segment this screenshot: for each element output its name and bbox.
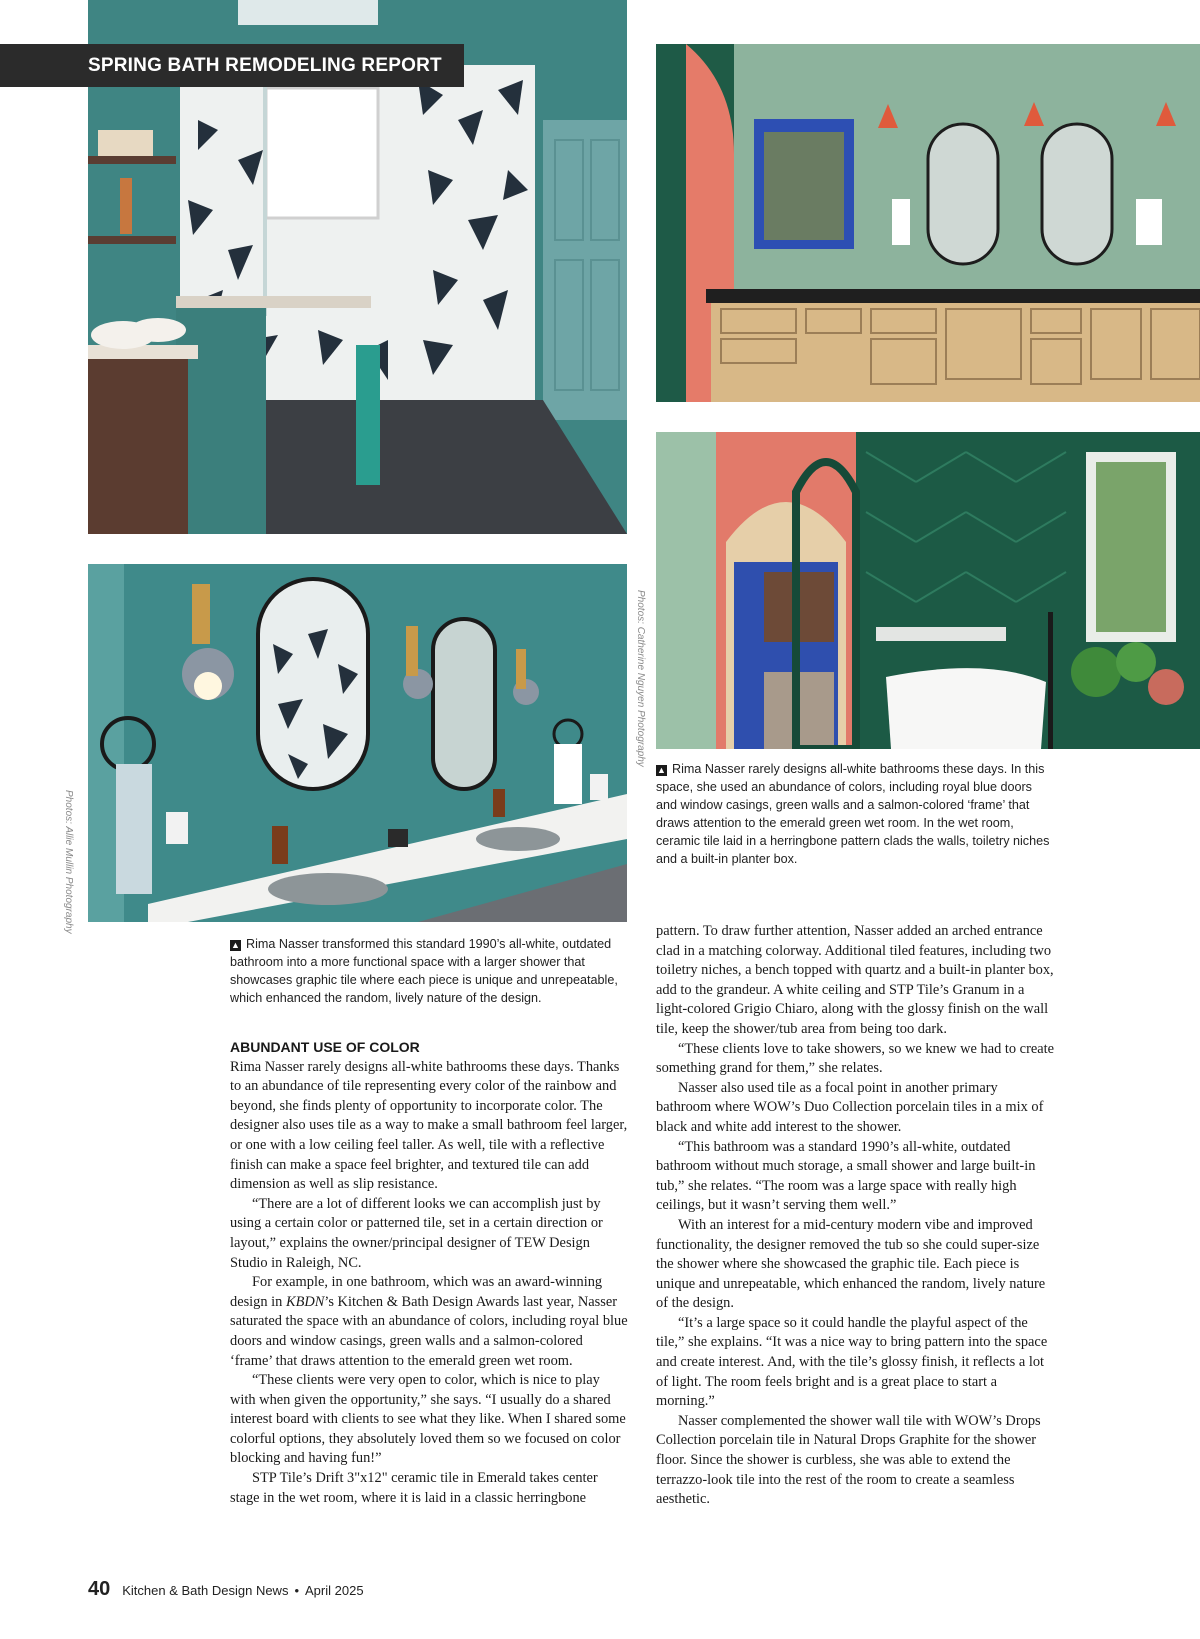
article-paragraph: Nasser complemented the shower wall tile with WOW’s Drops Collection porcelain tile in Natural Drops Graphite for the shower floor. Since the shower is curbless, she was able to extend the terrazzo-look tile into the rest of the room to create a seamless aesthetic. bbox=[656, 1412, 1041, 1508]
article-paragraph: “These clients were very open to color, which is nice to play with when given the opportunity,” she says. “I usually do a shared interest board with clients to see what they like. When I shared some colorful options, they absolutely loved them so we focused on color blocking and having fun!” bbox=[230, 1372, 626, 1467]
caption-left-text: Rima Nasser transformed this standard 1990’s all-white, outdated bathroom into a more functional space with a larger shower that showcases graphic tile where each piece is unique and unrepeatable, which enhanced the random, lively nature of the design. bbox=[230, 937, 618, 1005]
footer-separator: • bbox=[294, 1583, 300, 1598]
article-paragraph: “These clients love to take showers, so we knew we had to create something grand for them,” she relates. bbox=[656, 1040, 1055, 1077]
caption-arrow-icon: ▲ bbox=[231, 940, 240, 950]
publication-name: Kitchen & Bath Design News bbox=[122, 1583, 289, 1598]
section-banner bbox=[0, 44, 464, 87]
article-paragraph: STP Tile’s Drift 3"x12" ceramic tile in Emerald takes center stage in the wet room, where it is laid in a classic herringbone bbox=[230, 1470, 598, 1506]
caption-right bbox=[656, 760, 1051, 868]
article-paragraph: “This bathroom was a standard 1990’s all-white, outdated bathroom without much storage, a small shower and large built-in tub,” she relates. “The room was a large space with really high ceilings, but it wasn’t serving them well.” bbox=[656, 1138, 1036, 1214]
article-paragraph: With an interest for a mid-century modern vibe and improved functionality, the designer removed the tub so she could super-size the shower where she showcased the graphic tile. Each piece is unique and unrepeatable, which enhanced the random, lively nature of the design. bbox=[656, 1216, 1046, 1312]
issue-date: April 2025 bbox=[305, 1583, 364, 1598]
photo-teal-double-vanity bbox=[88, 564, 627, 922]
page-number: 40 bbox=[88, 1578, 111, 1600]
article-paragraph: Nasser also used tile as a focal point in another primary bathroom where WOW’s Duo Collection porcelain tiles in a mix of black and white add interest to the shower. bbox=[656, 1079, 1044, 1135]
photo-emerald-wet-room bbox=[656, 432, 1200, 749]
article-column-left bbox=[230, 1038, 628, 1508]
article-paragraph: Rima Nasser rarely designs all-white bathrooms these days. Thanks to an abundance of tile representing every color of the rainbow and beyond, she finds plenty of opportunity to incorporate color. The designer also uses tile as a way to make a small bathroom feel larger, or one with a low ceiling feel taller. As well, tile with a reflective finish can make a space feel brighter, and textured tile can add dimension as well as slip resistance. bbox=[230, 1058, 628, 1193]
publication-abbrev: KBDN bbox=[285, 1293, 325, 1310]
article-paragraph: For example, in one bathroom, which was an award-winning design in KBDN’s Kitchen & Bath Design Awards last year, Nasser saturated the space with an abundance of colors, including royal blue doors and window casings, green walls and a salmon-colored ‘frame’ that draws attention to the emerald green wet room. bbox=[230, 1274, 628, 1369]
article-column-right bbox=[656, 922, 1056, 1510]
caption-right-text: Rima Nasser rarely designs all-white bathrooms these days. In this space, she used an abundance of colors, including royal blue doors and window casings, green walls and a salmon-colored ‘frame’ that draws attention to the emerald green wet room. In the wet room, ceramic tile laid in a herringbone pattern clads the walls, toiletry niches and a built-in planter box. bbox=[656, 762, 1050, 866]
article-paragraph: pattern. To draw further attention, Nasser added an arched entrance clad in a matching colorway. Additional tiled features, including two toiletry niches, a bench topped with quartz and a built-in planter box, add to the grandeur. A white ceiling and STP Tile’s Granum in a light-colored Grigio Chiaro, along with the glossy finish on the wall tile, keep the shower/tub area from being too dark. bbox=[656, 923, 1054, 1037]
caption-left bbox=[230, 935, 625, 1007]
section-banner-title: SPRING BATH REMODELING REPORT bbox=[88, 55, 442, 76]
article-heading: ABUNDANT USE OF COLOR bbox=[230, 1039, 420, 1055]
photo-green-vanity bbox=[656, 44, 1200, 402]
article-paragraph: “It’s a large space so it could handle the playful aspect of the tile,” she explains. “It was a nice way to bring pattern into the space and create interest. And, with the tile’s glossy finish, it reflects a lot of light. The room feels bright and is a great place to start a morning.” bbox=[656, 1314, 1048, 1410]
photo-credit-right: Photos: Catherine Nguyen Photography bbox=[635, 590, 646, 767]
article-paragraph: “There are a lot of different looks we can accomplish just by using a certain color or patterned tile, set in a certain direction or layout,” explains the owner/principal designer of TEW Design Studio in Raleigh, NC. bbox=[230, 1195, 603, 1271]
photo-credit-left: Photos: Allie Mullin Photography bbox=[63, 790, 74, 934]
caption-arrow-icon: ▲ bbox=[657, 765, 666, 775]
page-footer bbox=[88, 1578, 364, 1601]
